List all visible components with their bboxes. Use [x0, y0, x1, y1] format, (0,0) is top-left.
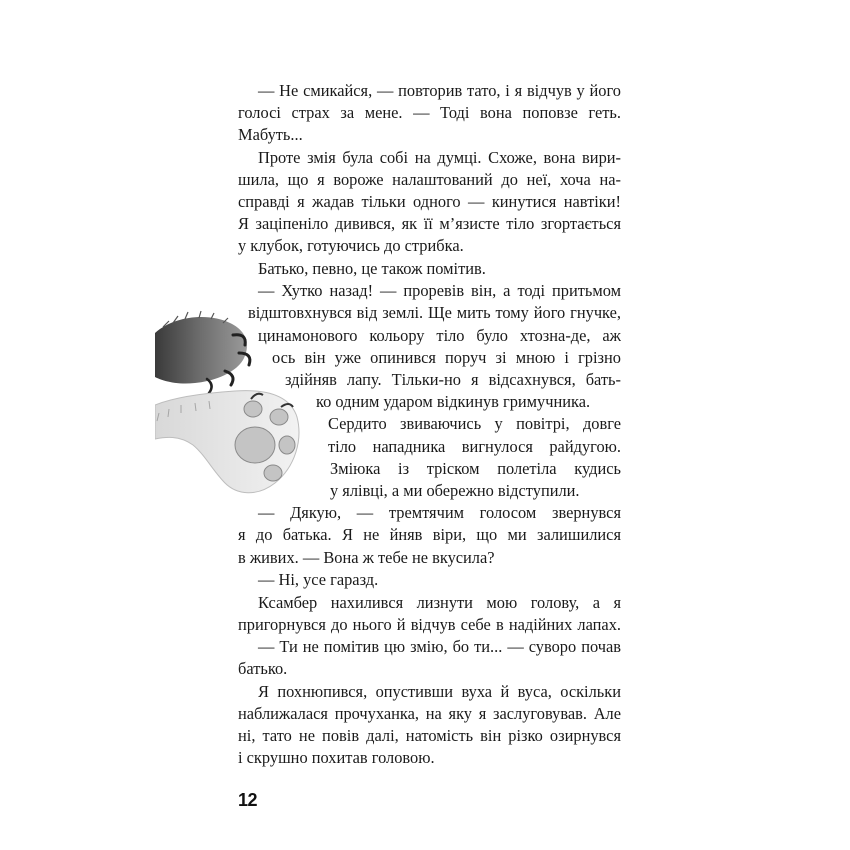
text-line-24: Ксамбер нахилився лизнути мою голову, а я: [258, 593, 621, 612]
text-line-29: наближалася прочуханка, на яку я заслуговував. Але: [238, 704, 621, 723]
text-line-28: Я похнюпився, опустивши вуха й вуса, оскільки: [258, 682, 621, 701]
text-line-18: Змiюка із тріском полетіла кудись: [330, 459, 621, 478]
text-line-14: здійняв лапу. Тільки-но я відсахнувся, бать-: [285, 370, 621, 389]
text-line-5: шила, що я вороже налаштований до неї, хоча на-: [238, 170, 621, 189]
text-line-12: цинамонового кольору тіло було хтозна-де, аж: [258, 326, 621, 345]
text-line-13: ось він уже опинився поруч зі мною і грізно: [272, 348, 621, 367]
text-line-27: батько.: [238, 659, 288, 678]
text-line-20: — Дякую, — тремтячим голосом звернувся: [258, 503, 621, 522]
text-line-9: Батько, певно, це також помітив.: [258, 259, 486, 278]
text-line-25: пригорнувся до нього й відчув себе в надійних лапах.: [238, 615, 621, 634]
text-line-22: в живих. — Вона ж тебе не вкусила?: [238, 548, 495, 567]
text-line-17: тіло нападника вигнулося райдугою.: [328, 437, 621, 456]
text-line-10: — Хутко назад! — проревів він, а тоді притьмом: [258, 281, 621, 300]
text-line-31: і скрушно похитав головою.: [238, 748, 435, 767]
text-line-2: голосі страх за мене. — Тоді вона поповзе геть.: [238, 103, 621, 122]
text-line-26: — Ти не помітив цю змію, бо ти... — суворо почав: [258, 637, 621, 656]
page-number: 12: [238, 790, 258, 810]
text-line-11: відштовхнувся від землі. Ще мить тому його гнучке,: [248, 303, 621, 322]
text-line-16: Сердито звиваючись у повітрі, довге: [328, 414, 621, 433]
text-line-8: у клубок, готуючись до стрибка.: [238, 236, 464, 255]
text-line-15: ко одним ударом відкинув гримучника.: [316, 392, 591, 411]
text-line-23: — Ні, усе гаразд.: [258, 570, 379, 589]
text-line-21: я до батька. Я не йняв віри, що ми залишилися: [238, 525, 621, 544]
text-line-6: справді я жадав тільки одного — кинутися навтіки!: [238, 192, 621, 211]
text-line-19: у ялівці, а ми обережно відступили.: [330, 481, 580, 500]
text-line-1: — Не смикайся, — повторив тато, і я відчув у його: [258, 81, 621, 100]
text-line-3: Мабуть...: [238, 125, 303, 144]
text-line-30: ні, тато не повів далі, натомість він різко озирнувся: [238, 726, 621, 745]
text-line-4: Проте змія була собі на думці. Схоже, вона вири-: [258, 148, 621, 167]
text-line-7: Я заціпеніло дивився, як її м’язисте тіло згортається: [238, 214, 621, 233]
